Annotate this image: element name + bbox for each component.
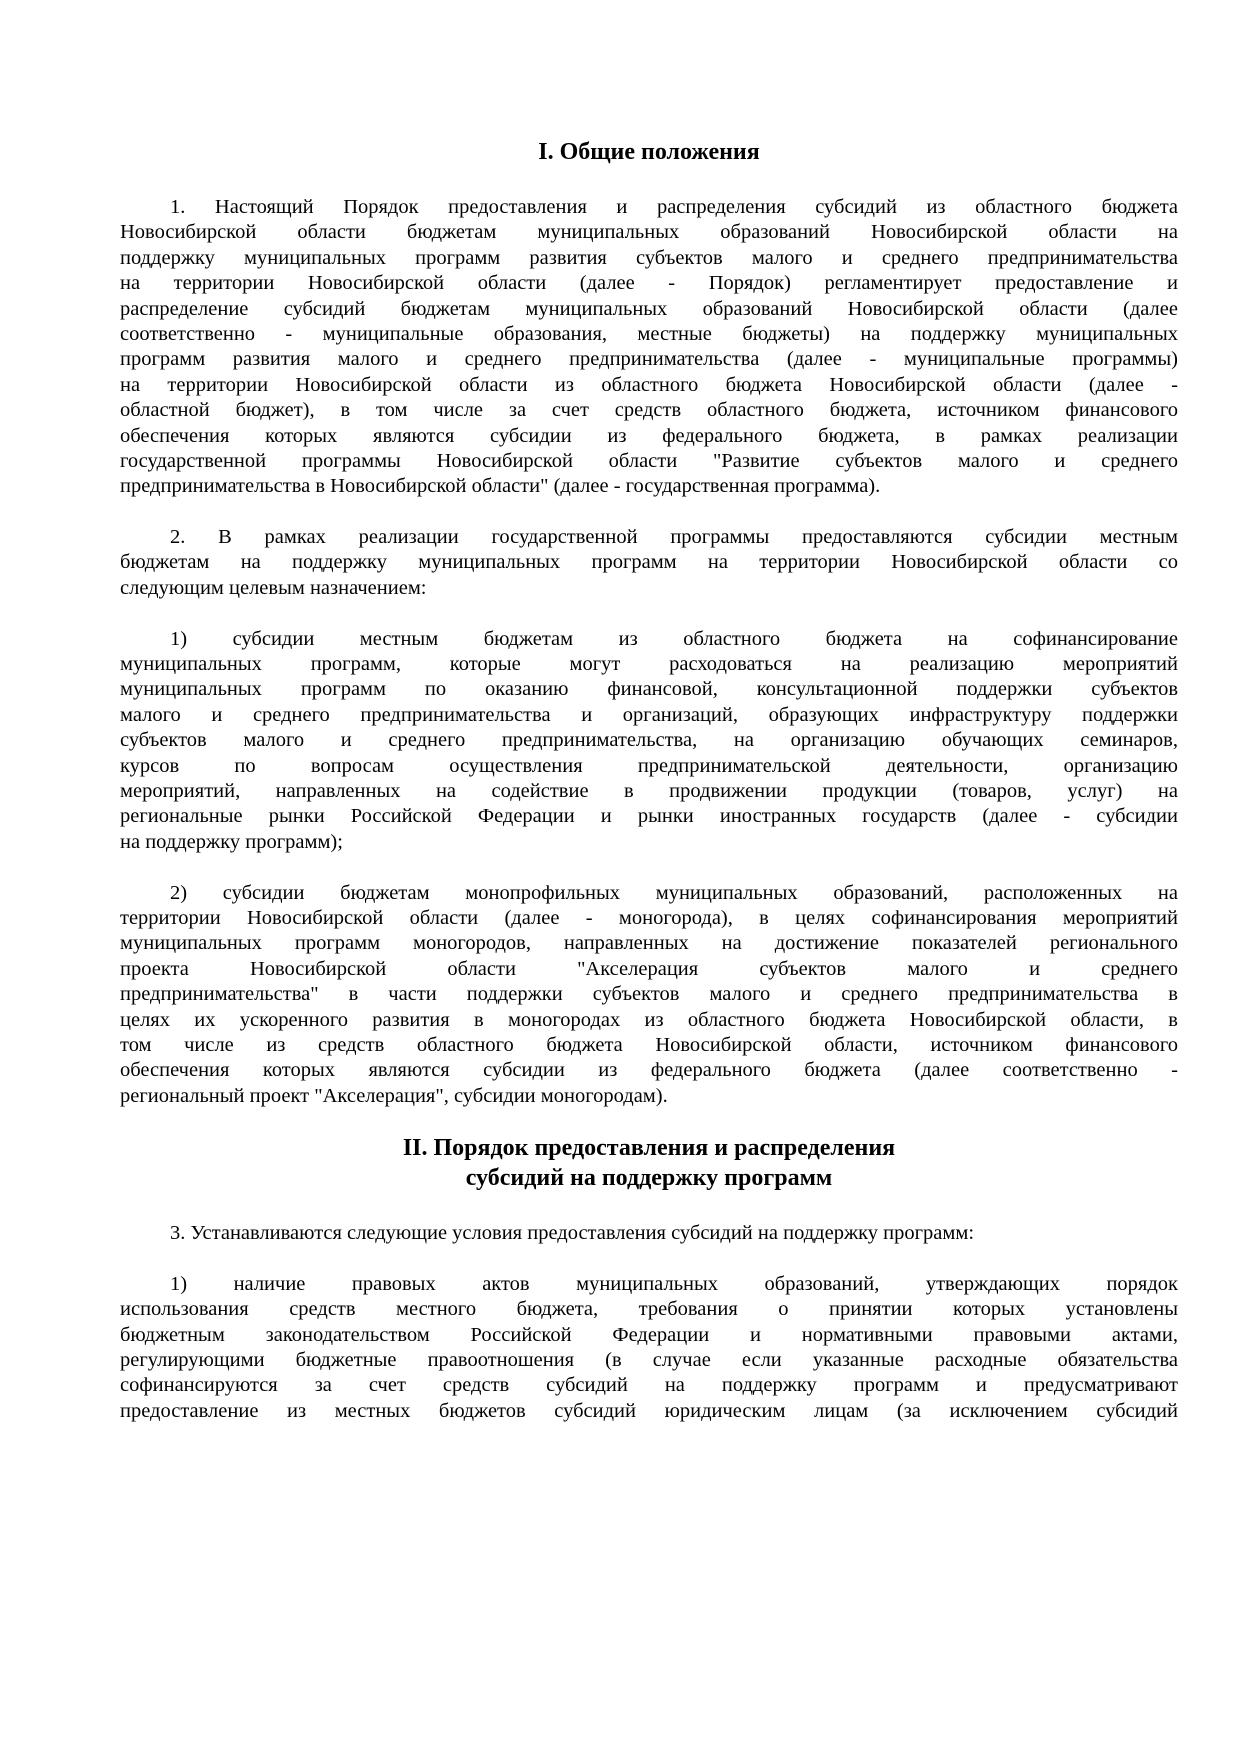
text-line: мероприятий, направленных на содействие в продвижении продукции (товаров, услуг) на bbox=[120, 779, 1178, 802]
text-line: 1) субсидии местным бюджетам из областного бюджета на софинансирование bbox=[170, 627, 1178, 650]
section-2-body bbox=[120, 1221, 1178, 1450]
text-line: софинансируются за счет средств субсидий на поддержку программ и предусматривают bbox=[120, 1374, 1178, 1397]
text-line: курсов по вопросам осуществления предпринимательской деятельности, организацию bbox=[120, 754, 1178, 777]
section-1-heading: I. Общие положения bbox=[538, 139, 760, 165]
text-line: муниципальных программ по оказанию финансовой, консультационной поддержки субъектов bbox=[120, 678, 1178, 701]
text-line: регулирующими бюджетные правоотношения (в случае если указанные расходные обязательства bbox=[120, 1348, 1178, 1371]
text-line: бюджетам на поддержку муниципальных программ на территории Новосибирской области со bbox=[120, 551, 1178, 574]
text-line: региональные рынки Российской Федерации и рынки иностранных государств (далее - субсидии bbox=[120, 805, 1178, 828]
text-line: следующим целевым назначением: bbox=[120, 576, 427, 599]
text-line: предпринимательства в Новосибирской области" (далее - государственная программа). bbox=[120, 475, 881, 498]
text-line: том числе из средств областного бюджета Новосибирской области, источником финансового bbox=[120, 1033, 1178, 1056]
text-line: соответственно - муниципальные образования, местные бюджеты) на поддержку муниципальных bbox=[120, 322, 1178, 345]
paragraph bbox=[120, 1272, 1178, 1424]
text-line: государственной программы Новосибирской области "Развитие субъектов малого и среднего bbox=[120, 449, 1178, 472]
text-line: Новосибирской области бюджетам муниципальных образований Новосибирской области на bbox=[120, 221, 1178, 244]
text-line: региональный проект "Акселерация", субсидии моногородам). bbox=[120, 1084, 668, 1107]
text-line: на территории Новосибирской области из областного бюджета Новосибирской области (далее - bbox=[120, 373, 1178, 396]
section-2-heading-line-1: II. Порядок предоставления и распределения bbox=[402, 1135, 896, 1161]
text-line: распределение субсидий бюджетам муниципальных образований Новосибирской области (далее bbox=[120, 297, 1178, 320]
text-line: предпринимательства" в части поддержки субъектов малого и среднего предпринимательства в bbox=[120, 983, 1178, 1006]
text-line: 2. В рамках реализации государственной программы предоставляются субсидии местным bbox=[170, 526, 1178, 549]
text-line: субъектов малого и среднего предпринимательства, на организацию обучающих семинаров, bbox=[120, 729, 1178, 752]
paragraph bbox=[120, 195, 1178, 500]
text-line: использования средств местного бюджета, требования о принятии которых установлены bbox=[120, 1298, 1178, 1321]
text-line: 1. Настоящий Порядок предоставления и распределения субсидий из областного бюджета bbox=[170, 196, 1178, 218]
section-1-body bbox=[120, 195, 1178, 1134]
paragraph bbox=[120, 881, 1178, 1110]
text-line: 1) наличие правовых актов муниципальных образований, утверждающих порядок bbox=[170, 1272, 1178, 1295]
text-line: на поддержку программ); bbox=[120, 830, 343, 853]
text-line: областной бюджет), в том числе за счет средств областного бюджета, источником финансового bbox=[120, 399, 1178, 422]
text-line: малого и среднего предпринимательства и организаций, образующих инфраструктуру поддержки bbox=[120, 703, 1178, 726]
text-line: территории Новосибирской области (далее - моногорода), в целях софинансирования мероприятий bbox=[120, 906, 1178, 929]
paragraph bbox=[120, 525, 1178, 601]
text-line: обеспечения которых являются субсидии из федерального бюджета, в рамках реализации bbox=[120, 424, 1178, 447]
text-line: обеспечения которых являются субсидии из федерального бюджета (далее соответственно - bbox=[120, 1059, 1178, 1082]
paragraph bbox=[120, 1221, 1178, 1246]
text-line: предоставление из местных бюджетов субсидий юридическим лицам (за исключением субсидий bbox=[120, 1399, 1178, 1422]
text-line: 3. Устанавливаются следующие условия предоставления субсидий на поддержку программ: bbox=[170, 1222, 975, 1244]
text-line: на территории Новосибирской области (далее - Порядок) регламентирует предоставление и bbox=[120, 272, 1178, 295]
text-line: муниципальных программ моногородов, направленных на достижение показателей регионального bbox=[120, 932, 1178, 955]
text-line: 2) субсидии бюджетам монопрофильных муниципальных образований, расположенных на bbox=[170, 881, 1178, 904]
text-line: бюджетным законодательством Российской Федерации и нормативными правовыми актами, bbox=[120, 1323, 1178, 1346]
paragraph bbox=[120, 627, 1178, 856]
section-2-heading-line-2: субсидий на поддержку программ bbox=[465, 1165, 833, 1191]
text-line: программ развития малого и среднего предпринимательства (далее - муниципальные программы) bbox=[120, 348, 1178, 371]
text-line: муниципальных программ, которые могут расходоваться на реализацию мероприятий bbox=[120, 653, 1178, 676]
section-2-heading bbox=[120, 1133, 1178, 1193]
text-line: поддержку муниципальных программ развития субъектов малого и среднего предпринимательства bbox=[120, 246, 1178, 269]
text-line: проекта Новосибирской области "Акселерация субъектов малого и среднего bbox=[120, 957, 1178, 980]
text-line: целях их ускоренного развития в моногородах из областного бюджета Новосибирской области, в bbox=[120, 1008, 1178, 1031]
